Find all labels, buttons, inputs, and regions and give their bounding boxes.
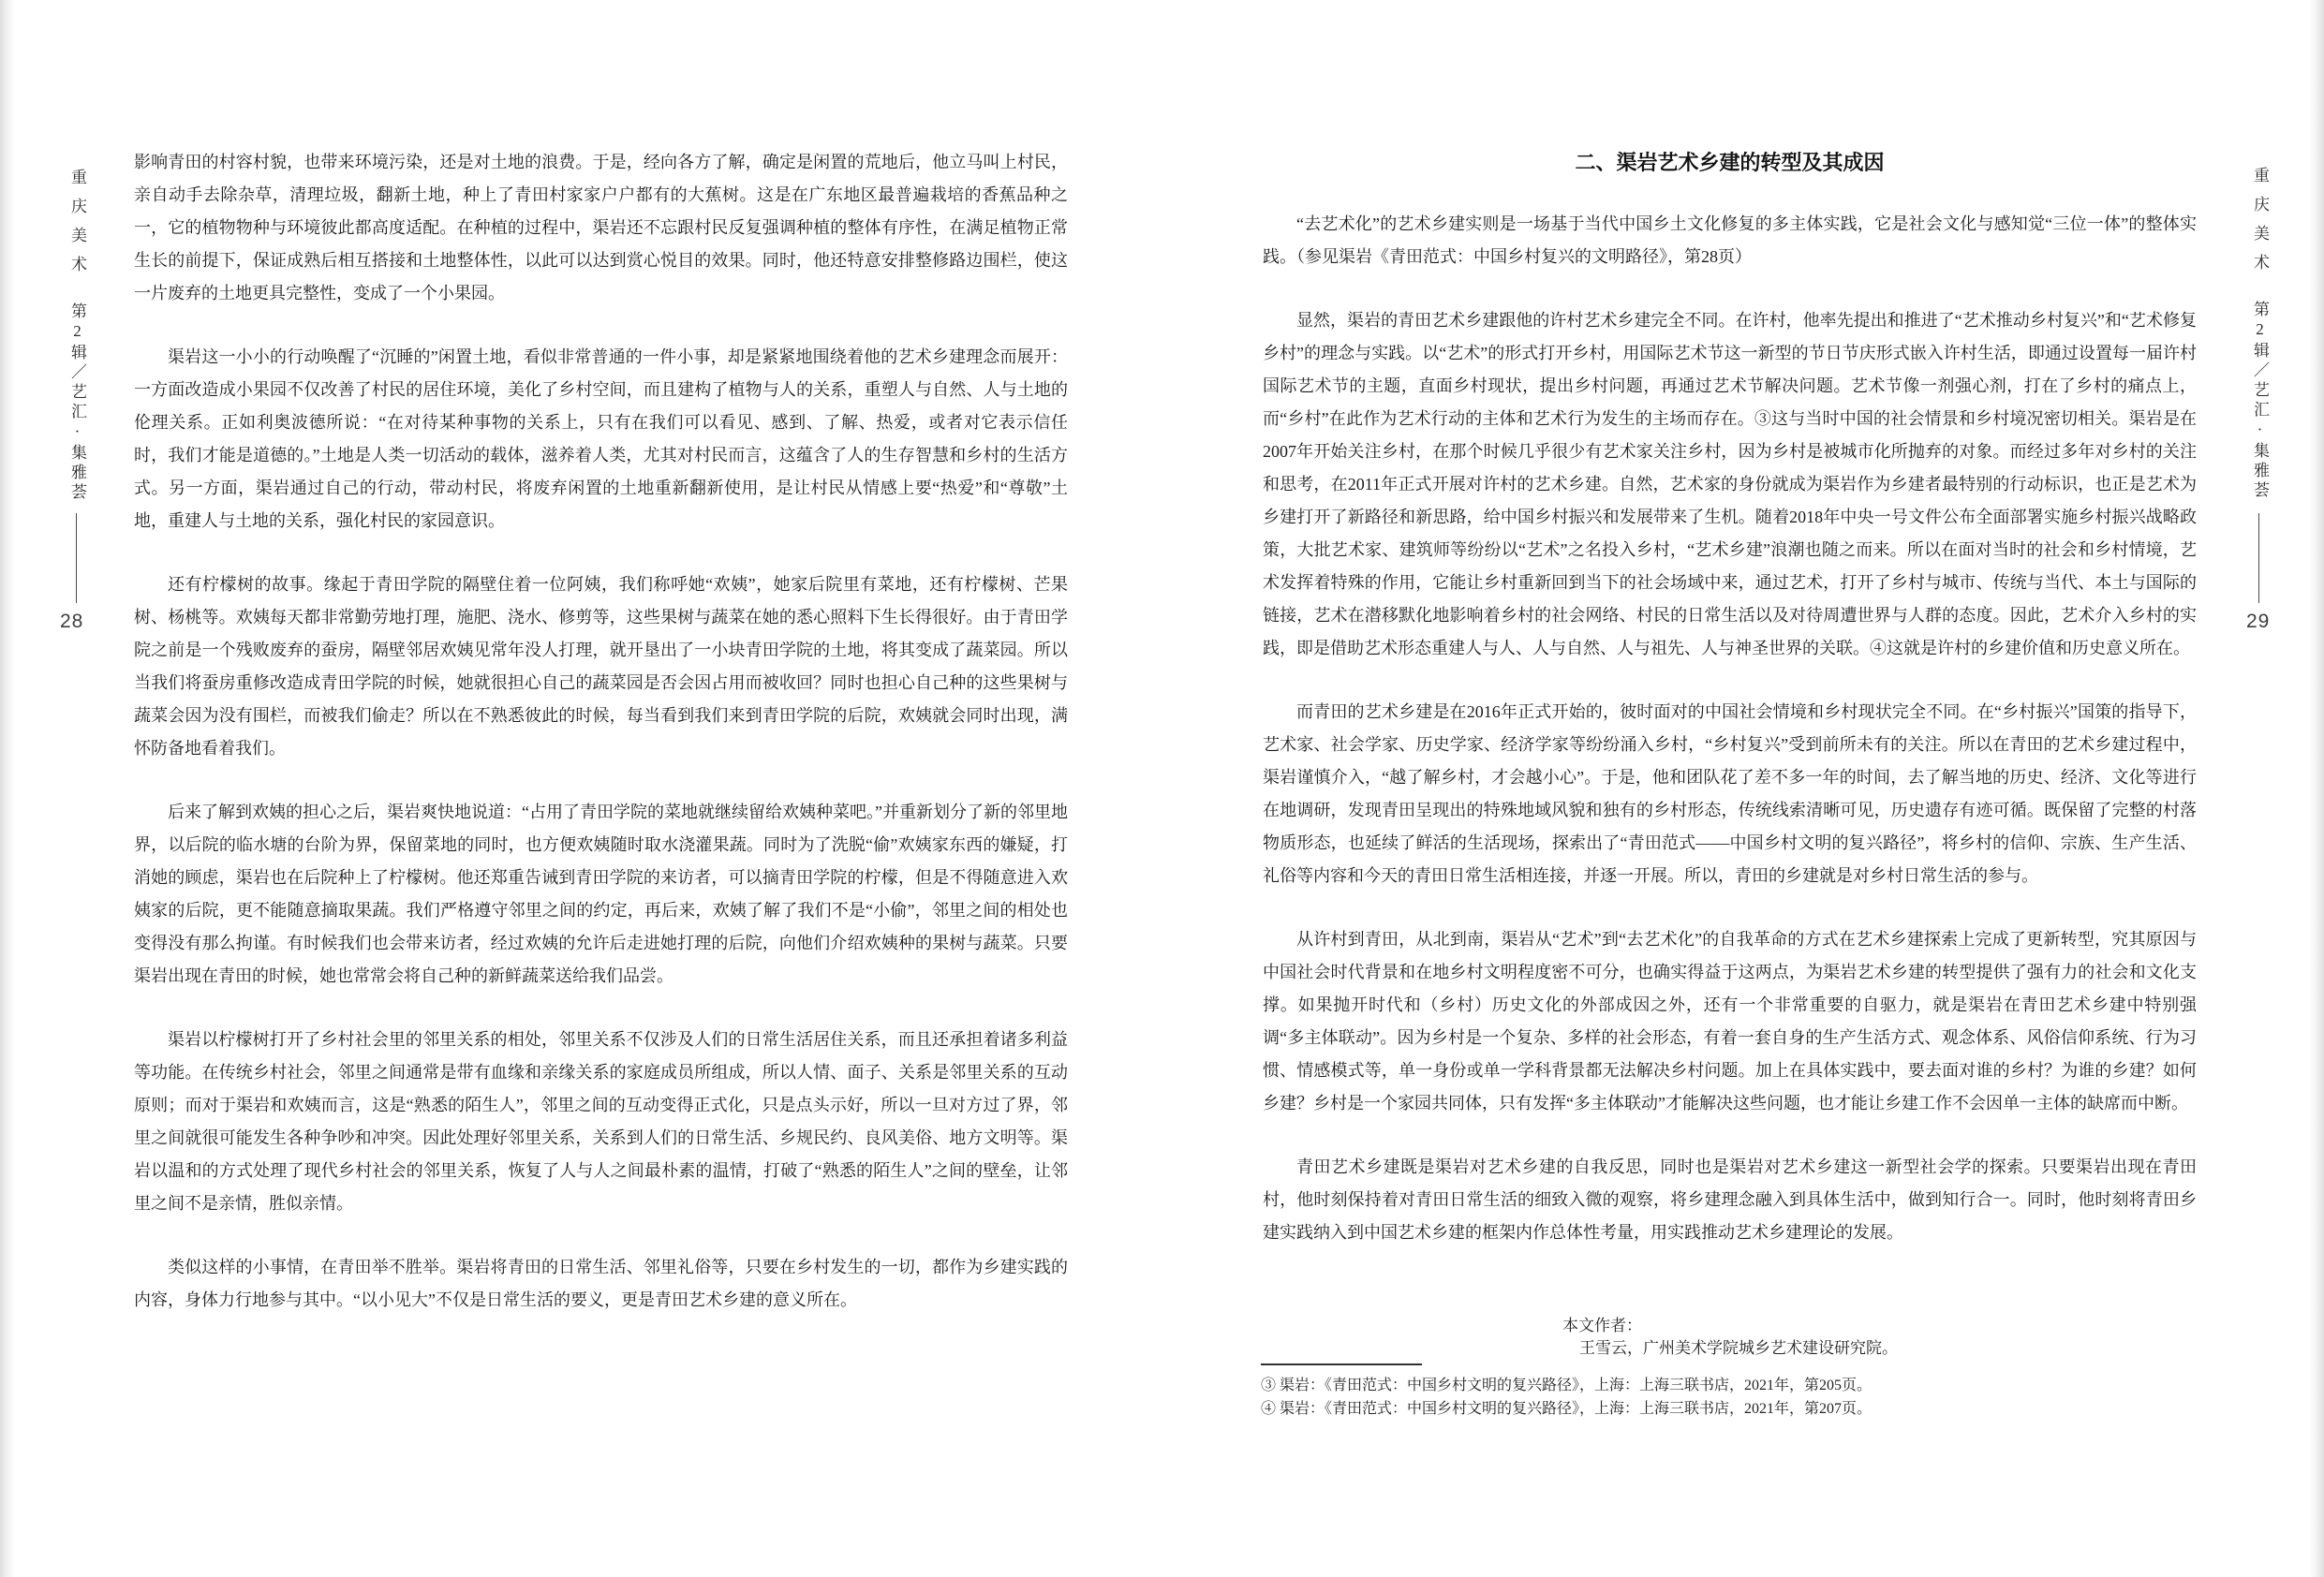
spine-series: 重庆美术	[2251, 167, 2269, 283]
spine-volume: 第2辑／艺汇·集雅荟	[68, 302, 86, 503]
body-paragraph: 从许村到青田，从北到南，渠岩从“艺术”到“去艺术化”的自我革命的方式在艺术乡建探索上完成了更新转型，究其原因与中国社会时代背景和在地乡村文明程度密不可分，也确实得益于这两点，为渠岩艺术乡建的转型提供了强有力的社会和文化支撑。如果抛开时代和（乡村）历史文化的外部成因之外，还有一个非常重要的自驱力，就是渠岩在青田艺术乡建中特别强调“多主体联动”。因为乡村是一个复杂、多样的社会形态，有着一套自身的生产生活方式、观念体系、风俗信仰系统、行为习惯、情感模式等，单一身份或单一学科背景都无法解决乡村问题。加上在具体实践中，要去面对谁的乡村？为谁的乡建？如何乡建？乡村是一个家园共同体，只有发挥“多主体联动”才能解决这些问题，也才能让乡建工作不会因单一主体的缺席而中断。	[1263, 930, 2197, 1113]
author-label: 本文作者：	[1562, 1317, 1642, 1334]
footnote-divider	[1261, 1363, 1422, 1365]
text-column-right	[1263, 146, 2197, 1280]
page-number-right: 29	[2246, 611, 2271, 632]
body-paragraph: 而青田的艺术乡建是在2016年正式开始的，彼时面对的中国社会情境和乡村现状完全不同。在“乡村振兴”国策的指导下，艺术家、社会学家、历史学家、经济学家等纷纷涌入乡村，“乡村复兴”受到前所未有的关注。所以在青田的艺术乡建过程中，渠岩谨慎介入，“越了解乡村，才会越小心”。于是，他和团队花了差不多一年的时间，去了解当地的历史、经济、文化等进行在地调研，发现青田呈现出的特殊地域风貌和独有的乡村形态，传统线索清晰可见，历史遗存有迹可循。既保留了完整的村落物质形态，也延续了鲜活的生活现场，探索出了“青田范式——中国乡村文明的复兴路径”，将乡村的信仰、宗族、生产生活、礼俗等内容和今天的青田日常生活相连接，并逐一开展。所以，青田的乡建就是对乡村日常生活的参与。	[1263, 702, 2197, 885]
spine-rule-left	[76, 513, 77, 603]
body-paragraph: “去艺术化”的艺术乡建实则是一场基于当代中国乡土文化修复的多主体实践，它是社会文化与感知觉“三位一体”的整体实践。（参见渠岩《青田范式：中国乡村复兴的文明路径》，第28页）	[1263, 214, 2197, 266]
spine-series: 重庆美术	[68, 169, 86, 285]
spine-rule-right	[2258, 513, 2259, 603]
page-edge-left	[0, 0, 15, 1577]
author-affiliation: 王雪云，广州美术学院城乡艺术建设研究院。	[1579, 1339, 1898, 1357]
body-paragraph: 后来了解到欢姨的担心之后，渠岩爽快地说道：“占用了青田学院的菜地就继续留给欢姨种菜吧。”并重新划分了新的邻里地界，以后院的临水塘的台阶为界，保留菜地的同时，也方便欢姨随时取水浇灌果蔬。同时为了洗脱“偷”欢姨家东西的嫌疑，打消她的顾虑，渠岩也在后院种上了柠檬树。他还郑重告诫到青田学院的来访者，可以摘青田学院的柠檬，但是不得随意进入欢姨家的后院，更不能随意摘取果蔬。我们严格遵守邻里之间的约定，再后来，欢姨了解了我们不是“小偷”，邻里之间的相处也变得没有那么拘谨。有时候我们也会带来访者，经过欢姨的允许后走进她打理的后院，向他们介绍欢姨种的果树与蔬菜。只要渠岩出现在青田的时候，她也常常会将自己种的新鲜蔬菜送给我们品尝。	[134, 803, 1068, 985]
spine-volume: 第2辑／艺汇·集雅荟	[2251, 301, 2269, 501]
body-paragraph: 影响青田的村容村貌，也带来环境污染，还是对土地的浪费。于是，经向各方了解，确定是闲置的荒地后，他立马叫上村民，亲自动手去除杂草，清理垃圾，翻新土地，种上了青田村家家户户都有的大蕉树。这是在广东地区最普遍栽培的香蕉品种之一，它的植物物种与环境彼此都高度适配。在种植的过程中，渠岩还不忘跟村民反复强调种植的整体有序性，在满足植物正常生长的前提下，保证成熟后相互搭接和土地整体性，以此可以达到赏心悦目的效果。同时，他还特意安排整修路边围栏，使这一片废弃的土地更具完整性，变成了一个小果园。	[134, 153, 1068, 302]
spine-text-left	[67, 169, 86, 503]
body-paragraph: 渠岩这一小小的行动唤醒了“沉睡的”闲置土地，看似非常普通的一件小事，却是紧紧地围绕着他的艺术乡建理念而展开：一方面改造成小果园不仅改善了村民的居住环境，美化了乡村空间，而且建构了植物与人的关系，重塑人与自然、人与土地的伦理关系。正如利奥波德所说：“在对待某种事物的关系上，只有在我们可以看见、感到、了解、热爱，或者对它表示信任时，我们才能是道德的。”土地是人类一切活动的载体，滋养着人类，尤其对村民而言，这蕴含了人的生存智慧和乡村的生活方式。另一方面，渠岩通过自己的行动，带动村民，将废弃闲置的土地重新翻新使用，是让村民从情感上要“热爱”和“尊敬”土地，重建人与土地的关系，强化村民的家园意识。	[134, 347, 1068, 530]
body-paragraph: 渠岩以柠檬树打开了乡村社会里的邻里关系的相处，邻里关系不仅涉及人们的日常生活居住关系，而且还承担着诸多利益等功能。在传统乡村社会，邻里之间通常是带有血缘和亲缘关系的家庭成员所组成，所以人情、面子、关系是邻里关系的互动原则；而对于渠岩和欢姨而言，这是“熟悉的陌生人”，邻里之间的互动变得正式化，只是点头示好，所以一旦对方过了界，邻里之间就很可能发生各种争吵和冲突。因此处理好邻里关系，关系到人们的日常生活、乡规民约、良风美俗、地方文明等。渠岩以温和的方式处理了现代乡村社会的邻里关系，恢复了人与人之间最朴素的温情，打破了“熟悉的陌生人”之间的壁垒，让邻里之间不是亲情，胜似亲情。	[134, 1030, 1068, 1213]
section-title: 二、渠岩艺术乡建的转型及其成因	[1575, 151, 1885, 174]
text-column-left	[134, 146, 1068, 1348]
page-edge-right	[2309, 0, 2324, 1577]
author-block	[1562, 1315, 1898, 1360]
body-paragraph: 青田艺术乡建既是渠岩对艺术乡建的自我反思，同时也是渠岩对艺术乡建这一新型社会学的探索。只要渠岩出现在青田村，他时刻保持着对青田日常生活的细致入微的观察，将乡建理念融入到具体生活中，做到知行合一。同时，他时刻将青田乡建实践纳入到中国艺术乡建的框架内作总体性考量，用实践推动艺术乡建理论的发展。	[1263, 1157, 2197, 1242]
body-paragraph: 还有柠檬树的故事。缘起于青田学院的隔壁住着一位阿姨，我们称呼她“欢姨”，她家后院里有菜地，还有柠檬树、芒果树、杨桃等。欢姨每天都非常勤劳地打理，施肥、浇水、修剪等，这些果树与蔬菜在她的悉心照料下生长得很好。由于青田学院之前是一个残败废弃的蚕房，隔壁邻居欢姨见常年没人打理，就开垦出了一小块青田学院的土地，将其变成了蔬菜园。所以当我们将蚕房重修改造成青田学院的时候，她就很担心自己的蔬菜园是否会因占用而被收回？同时也担心自己种的这些果树与蔬菜会因为没有围栏，而被我们偷走？所以在不熟悉彼此的时候，每当看到我们来到青田学院的后院，欢姨就会同时出现，满怀防备地看着我们。	[134, 575, 1068, 758]
spine-text-right	[2250, 167, 2269, 501]
page-number-left: 28	[60, 611, 84, 632]
footnote-item: ④ 渠岩：《青田范式：中国乡村文明的复兴路径》，上海：上海三联书店，2021年，第207页。	[1261, 1401, 1873, 1417]
footnote-item: ③ 渠岩：《青田范式：中国乡村文明的复兴路径》，上海：上海三联书店，2021年，第205页。	[1261, 1378, 1873, 1393]
body-paragraph: 显然，渠岩的青田艺术乡建跟他的许村艺术乡建完全不同。在许村，他率先提出和推进了“艺术推动乡村复兴”和“艺术修复乡村”的理念与实践。以“艺术”的形式打开乡村，用国际艺术节这一新型的节日节庆形式嵌入许村生活，即通过设置每一届许村国际艺术节的主题，直面乡村现状，提出乡村问题，再通过艺术节解决问题。艺术节像一剂强心剂，打在了乡村的痛点上，而“乡村”在此作为艺术行动的主体和艺术行为发生的主场而存在。③这与当时中国的社会情景和乡村境况密切相关。渠岩是在2007年开始关注乡村，在那个时候几乎很少有艺术家关注乡村，因为乡村是被城市化所抛弃的对象。而经过多年对乡村的关注和思考，在2011年正式开展对许村的艺术乡建。自然，艺术家的身份就成为渠岩作为乡建者最特别的行动标识，也正是艺术为乡建打开了新路径和新思路，给中国乡村振兴和发展带来了生机。随着2018年中央一号文件公布全面部署实施乡村振兴战略政策，大批艺术家、建筑师等纷纷以“艺术”之名投入乡村，“艺术乡建”浪潮也随之而来。所以在面对当时的社会和乡村情境，艺术发挥着特殊的作用，它能让乡村重新回到当下的社会场域中来，通过艺术，打开了乡村与城市、传统与当代、本土与国际的链接，艺术在潜移默化地影响着乡村的社会网络、村民的日常生活以及对待周遭世界与人群的态度。因此，艺术介入乡村的实践，即是借助艺术形态重建人与人、人与自然、人与祖先、人与神圣世界的关联。④这就是许村的乡建价值和历史意义所在。	[1263, 311, 2197, 657]
footnote-list	[1261, 1363, 2195, 1421]
body-paragraph: 类似这样的小事情，在青田举不胜举。渠岩将青田的日常生活、邻里礼俗等，只要在乡村发生的一切，都作为乡建实践的内容，身体力行地参与其中。“以小见大”不仅是日常生活的要义，更是青田艺术乡建的意义所在。	[134, 1258, 1068, 1309]
